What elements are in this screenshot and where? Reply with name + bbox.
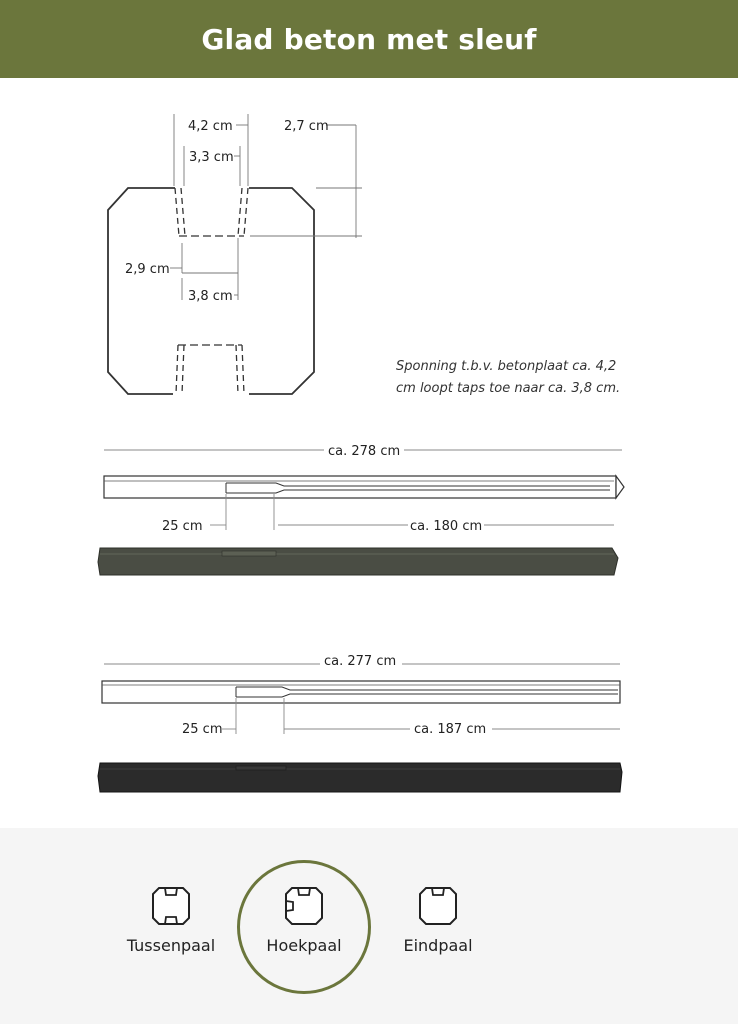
option-tussenpaal[interactable] <box>101 828 241 1024</box>
post-2-offset: 25 cm <box>182 722 223 737</box>
post-1-drawing <box>98 450 624 575</box>
dim-top-inner: 3,3 cm <box>189 150 234 165</box>
post-2-drawing <box>98 664 622 792</box>
header-bar <box>0 0 738 78</box>
dim-bottom: 3,8 cm <box>188 289 233 304</box>
option-hoekpaal[interactable] <box>234 828 374 1024</box>
post-type-selector <box>0 828 738 1024</box>
eindpaal-icon <box>418 886 458 926</box>
hoekpaal-icon <box>284 886 324 926</box>
dim-top-outer: 4,2 cm <box>188 119 233 134</box>
post-1-length: ca. 278 cm <box>328 444 401 459</box>
post-1-slot-length: ca. 180 cm <box>410 519 483 534</box>
note-line-2: cm loopt taps toe naar ca. 3,8 cm. <box>396 381 621 396</box>
post-1-outline <box>104 476 616 498</box>
dim-depth: 2,7 cm <box>284 119 329 134</box>
tussenpaal-icon <box>151 886 191 926</box>
option-tussenpaal-label: Tussenpaal <box>126 936 216 955</box>
dim-side: 2,9 cm <box>125 262 170 277</box>
post-2-outline <box>102 681 620 703</box>
page-title: Glad beton met sleuf <box>201 22 537 56</box>
post-2-photo <box>98 763 622 792</box>
technical-drawing <box>0 78 738 828</box>
post-2-slot-length: ca. 187 cm <box>414 722 487 737</box>
post-1-photo <box>98 548 618 575</box>
cross-section <box>108 114 362 398</box>
post-2-length: ca. 277 cm <box>324 654 397 669</box>
note-line-1: Sponning t.b.v. betonplaat ca. 4,2 <box>396 359 617 374</box>
option-eindpaal-label: Eindpaal <box>403 936 473 955</box>
option-eindpaal[interactable] <box>368 828 508 1024</box>
post-1-offset: 25 cm <box>162 519 203 534</box>
option-hoekpaal-label: Hoekpaal <box>266 936 342 955</box>
